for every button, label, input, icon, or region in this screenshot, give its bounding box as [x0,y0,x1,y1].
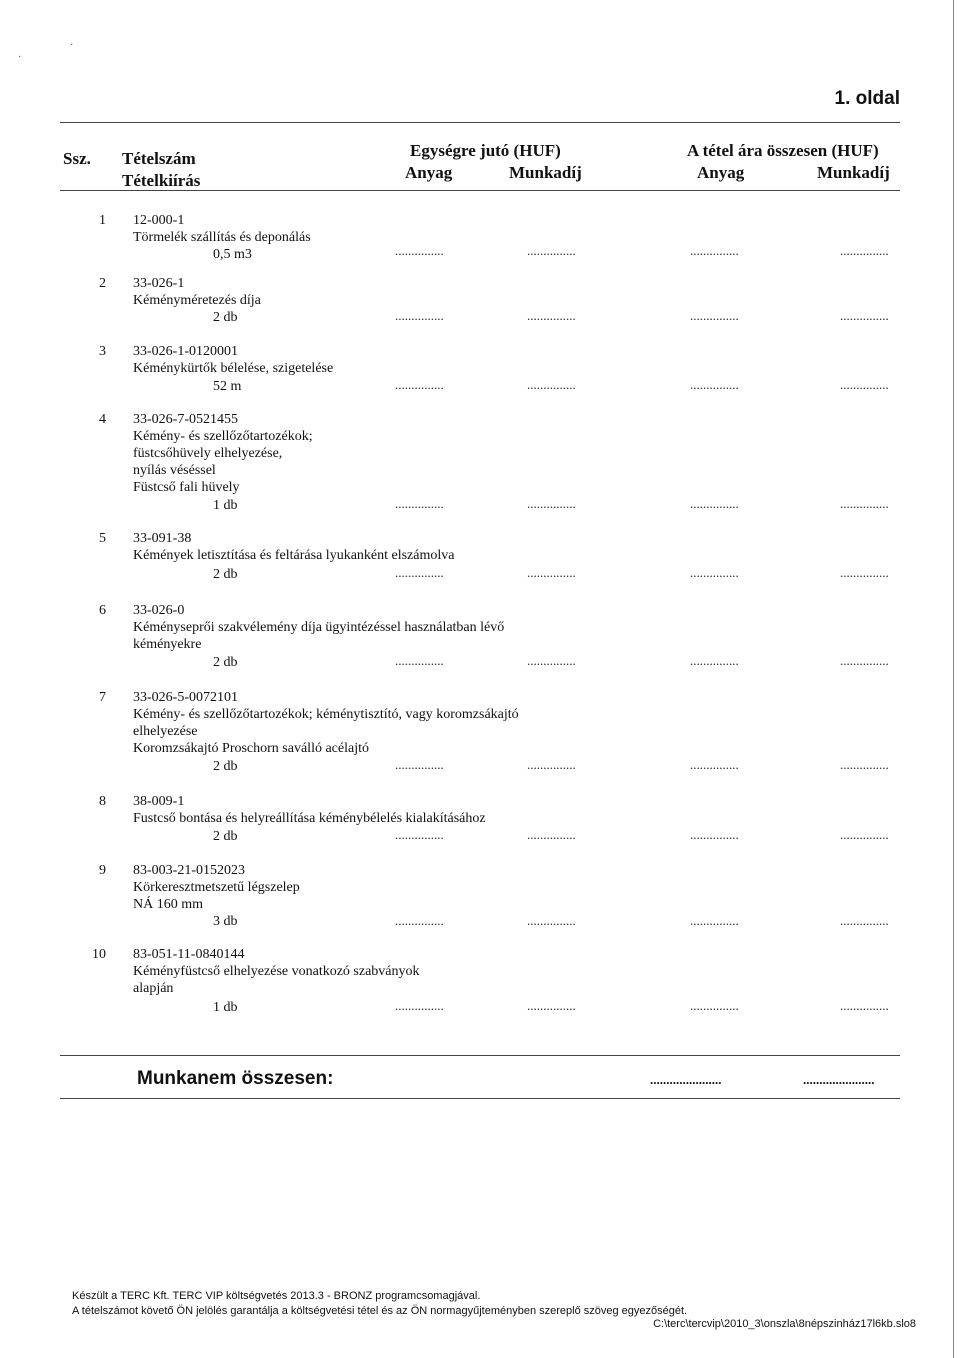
item-description: Kéménykürtők bélelése, szigetelése [133,361,334,376]
total-material-blank: ............... [690,308,739,323]
page-number: 1. oldal [834,88,900,109]
total-material-blank: ............... [690,913,739,928]
item-quantity: 0,5 m3 [213,247,252,262]
item-code: 33-026-1-0120001 [133,344,238,359]
item-description: Kémény- és szellőzőtartozékok; kéménytisztító, vagy koromzsákajtó elhelyezése Koromzsákajtó Proschorn saválló acélajtó [133,707,519,756]
header-tetel-munkadij: Munkadíj [817,163,890,182]
header-egyseg-munkadij: Munkadíj [509,163,582,182]
unit-material-blank: ............... [395,653,444,668]
total-labor-blank: ............... [840,653,889,668]
total-bottom-rule [60,1098,900,1099]
item-quantity: 1 db [213,498,238,513]
item-description: Kémény- és szellőzőtartozékok; füstcsőhüvely elhelyezése, nyílás véséssel Füstcső fali hüvely [133,429,313,495]
top-rule [60,122,900,123]
item-quantity: 2 db [213,655,238,670]
header-tetelkiiras: Tételkiírás [122,171,201,190]
header-ssz: Ssz. [63,149,91,168]
header-tetel-anyag: Anyag [697,163,745,182]
item-description: Kéményméretezés díja [133,293,261,308]
unit-material-blank: ............... [395,998,444,1013]
total-material-blank: ............... [690,565,739,580]
footer-software-note: Készült a TERC Kft. TERC VIP költségvetés 2013.3 - BRONZ programcsomagjával. [72,1290,481,1302]
total-labor-blank: ............... [840,913,889,928]
unit-material-blank: ............... [395,243,444,258]
item-description: Törmelék szállítás és deponálás [133,230,311,245]
unit-labor-blank: ............... [527,913,576,928]
item-code: 33-026-7-0521455 [133,412,238,427]
item-number: 6 [99,603,106,618]
item-code: 33-091-38 [133,531,192,546]
scan-speck: · [70,40,74,51]
item-number: 9 [99,863,106,878]
item-quantity: 52 m [213,379,242,394]
total-labor-blank: ............... [840,308,889,323]
item-code: 83-003-21-0152023 [133,863,245,878]
total-material-blank: ............... [690,998,739,1013]
item-description: Körkeresztmetszetű légszelep NÁ 160 mm [133,880,300,912]
item-code: 12-000-1 [133,213,185,228]
unit-labor-blank: ............... [527,308,576,323]
header-egysegre-juto: Egységre jutó (HUF) [410,141,561,160]
section-total-material-blank: ...................... [650,1072,722,1087]
unit-labor-blank: ............... [527,565,576,580]
total-labor-blank: ............... [840,243,889,258]
item-code: 33-026-5-0072101 [133,690,238,705]
header-egyseg-anyag: Anyag [405,163,453,182]
total-labor-blank: ............... [840,377,889,392]
item-number: 1 [99,213,106,228]
unit-labor-blank: ............... [527,653,576,668]
item-number: 7 [99,690,106,705]
unit-material-blank: ............... [395,377,444,392]
unit-material-blank: ............... [395,308,444,323]
item-number: 10 [92,947,106,962]
total-labor-blank: ............... [840,827,889,842]
total-material-blank: ............... [690,377,739,392]
item-quantity: 2 db [213,310,238,325]
footer-on-note: A tételszámot követő ÖN jelölés garantálja a költségvetési tétel és az ÖN normagyűjteményben szereplő szöveg egyezőségét. [72,1305,688,1317]
item-number: 2 [99,276,106,291]
section-total-label: Munkanem összesen: [137,1068,334,1089]
item-code: 33-026-1 [133,276,185,291]
item-code: 33-026-0 [133,603,185,618]
unit-material-blank: ............... [395,913,444,928]
item-number: 8 [99,794,106,809]
item-description: Kéményfüstcső elhelyezése vonatkozó szabványok alapján [133,964,420,996]
item-number: 4 [99,412,106,427]
section-total-labor-blank: ...................... [803,1072,875,1087]
item-description: Kémények letisztítása és feltárása lyukanként elszámolva [133,548,455,563]
unit-labor-blank: ............... [527,827,576,842]
unit-material-blank: ............... [395,496,444,511]
total-labor-blank: ............... [840,757,889,772]
total-material-blank: ............... [690,653,739,668]
footer-file-path: C:\terc\tercvip\2010_3\onszla\8népszinház17l6kb.slo8 [653,1318,916,1330]
total-material-blank: ............... [690,757,739,772]
unit-labor-blank: ............... [527,998,576,1013]
scan-speck: · [18,52,22,63]
item-code: 83-051-11-0840144 [133,947,245,962]
item-number: 3 [99,344,106,359]
item-description: Fustcső bontása és helyreállítása kéménybélelés kialakításához [133,811,486,826]
header-tetel-ara: A tétel ára összesen (HUF) [687,141,879,160]
item-number: 5 [99,531,106,546]
total-top-rule [60,1055,900,1056]
header-rule [60,190,900,191]
total-labor-blank: ............... [840,565,889,580]
total-labor-blank: ............... [840,496,889,511]
item-quantity: 2 db [213,829,238,844]
unit-labor-blank: ............... [527,496,576,511]
unit-labor-blank: ............... [527,243,576,258]
scan-page-edge [953,0,954,1358]
item-quantity: 1 db [213,1000,238,1015]
total-material-blank: ............... [690,827,739,842]
item-code: 38-009-1 [133,794,185,809]
total-material-blank: ............... [690,496,739,511]
header-tetelszam: Tételszám [122,149,196,168]
total-labor-blank: ............... [840,998,889,1013]
item-quantity: 3 db [213,914,238,929]
unit-labor-blank: ............... [527,377,576,392]
unit-material-blank: ............... [395,827,444,842]
unit-material-blank: ............... [395,757,444,772]
item-description: Kéményseprői szakvélemény díja ügyintézéssel használatban lévő kéményekre [133,620,505,652]
item-quantity: 2 db [213,567,238,582]
unit-material-blank: ............... [395,565,444,580]
unit-labor-blank: ............... [527,757,576,772]
item-quantity: 2 db [213,759,238,774]
total-material-blank: ............... [690,243,739,258]
